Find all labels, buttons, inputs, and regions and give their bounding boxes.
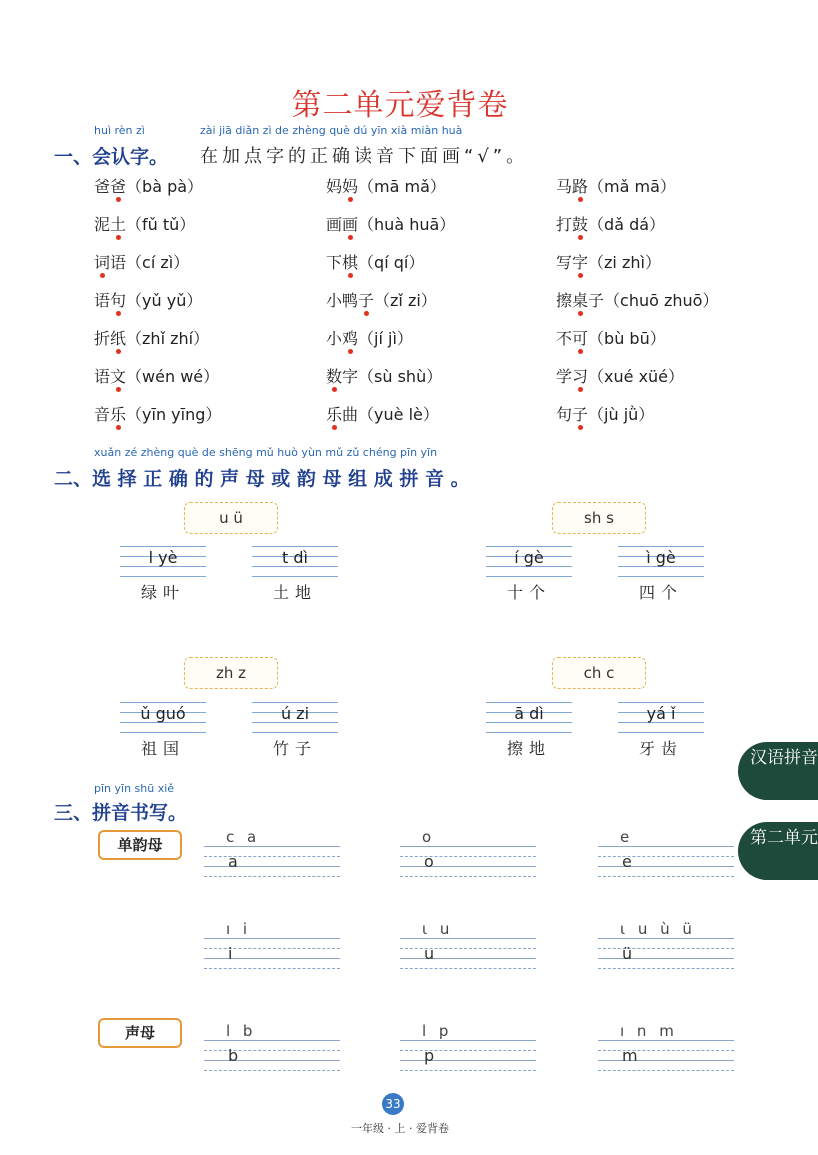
ruled-line <box>400 846 536 847</box>
dotted-character: 数 <box>326 367 343 386</box>
ruled-line <box>598 948 734 949</box>
pinyin-answer-cell[interactable] <box>618 702 704 732</box>
writing-line <box>618 702 704 703</box>
dotted-character: 可 <box>572 329 589 348</box>
ruled-line <box>204 948 340 949</box>
letter-model: a <box>228 852 238 871</box>
reading-question[interactable] <box>556 250 661 273</box>
reading-question[interactable] <box>556 288 718 311</box>
side-tab-pinyin[interactable]: 汉语拼音 <box>738 742 818 800</box>
character: 语 <box>110 253 127 272</box>
pinyin-writing-line[interactable] <box>400 1022 536 1080</box>
stroke-order-hint: e <box>620 828 634 846</box>
pinyin-writing-line[interactable] <box>204 828 340 886</box>
pinyin-writing-line[interactable] <box>598 828 734 886</box>
character: 语 <box>94 367 111 386</box>
reading-question[interactable] <box>94 326 209 349</box>
pinyin-partial: l yè <box>148 548 178 567</box>
stroke-order-hint: ı i <box>226 920 252 938</box>
pinyin-answer-cell[interactable] <box>252 546 338 576</box>
side-tab-unit2[interactable]: 第二单元 <box>738 822 818 880</box>
reading-question[interactable] <box>326 250 424 273</box>
character: 下 <box>326 253 343 272</box>
letter-model: p <box>424 1046 435 1065</box>
pinyin-answer-cell[interactable] <box>252 702 338 732</box>
stroke-order-hint: ι u <box>422 920 454 938</box>
hanzi-word: 土地 <box>272 583 317 602</box>
character: 句 <box>556 405 573 424</box>
pinyin-options: （mǎ mā） <box>588 177 676 196</box>
ruled-line <box>204 876 340 877</box>
ruled-line <box>400 948 536 949</box>
pinyin-answer-cell[interactable] <box>120 702 206 732</box>
pinyin-partial: ú zi <box>280 704 310 723</box>
pinyin-options: （jí jì） <box>358 329 413 348</box>
reading-question[interactable] <box>556 402 654 425</box>
ruled-line <box>598 958 734 959</box>
section1-pinyin-a: huì rèn zì <box>94 124 145 137</box>
pinyin-options: （sù shù） <box>358 367 443 386</box>
ruled-line <box>598 876 734 877</box>
ruled-line <box>400 1050 536 1051</box>
section3-pinyin: pīn yīn shū xiě <box>94 782 175 795</box>
ruled-line <box>598 1050 734 1051</box>
section1-pinyin-b: zài jiā diǎn zì de zhèng què dú yīn xià miàn huà <box>200 124 463 137</box>
writing-line <box>618 576 704 577</box>
section1-heading: 一、会认字。 <box>54 146 169 168</box>
writing-line <box>252 732 338 733</box>
hanzi-word: 擦地 <box>506 739 551 758</box>
tag-single-vowels: 单韵母 <box>98 830 182 860</box>
character: 马 <box>556 177 573 196</box>
reading-question[interactable] <box>94 250 189 273</box>
pinyin-options: （qí qí） <box>358 253 425 272</box>
ruled-line <box>204 866 340 867</box>
stroke-order-hint: ι u ù ü <box>620 920 696 938</box>
reading-question[interactable] <box>326 364 442 387</box>
dotted-character: 词 <box>94 253 111 272</box>
pinyin-options: （zi zhì） <box>588 253 661 272</box>
pinyin-writing-line[interactable] <box>204 1022 340 1080</box>
pinyin-options: （xué xüé） <box>588 367 685 386</box>
writing-line <box>252 702 338 703</box>
ruled-line <box>598 968 734 969</box>
pinyin-options: （yuè lè） <box>358 405 439 424</box>
pinyin-options: （yǔ yǔ） <box>126 291 203 310</box>
pinyin-options: （yīn yīng） <box>126 405 222 424</box>
pinyin-answer-cell[interactable] <box>486 546 572 576</box>
ruled-line <box>204 856 340 857</box>
pinyin-options: （fǔ tǔ） <box>126 215 196 234</box>
letter-choice-box: u ü <box>184 502 278 534</box>
reading-question[interactable] <box>556 212 665 235</box>
dotted-character: 纸 <box>110 329 127 348</box>
dotted-character: 鼓 <box>572 215 589 234</box>
character: 泥 <box>94 215 111 234</box>
pinyin-writing-line[interactable] <box>598 920 734 978</box>
character: 擦 <box>556 291 573 310</box>
ruled-line <box>598 846 734 847</box>
dotted-character: 画 <box>342 215 359 234</box>
writing-line <box>120 546 206 547</box>
character: 语 <box>94 291 111 310</box>
pinyin-options: （chuō zhuō） <box>604 291 719 310</box>
pinyin-partial: yá ǐ <box>646 704 676 723</box>
writing-line <box>618 732 704 733</box>
ruled-line <box>204 1060 340 1061</box>
writing-line <box>486 732 572 733</box>
ruled-line <box>598 866 734 867</box>
hanzi-word: 牙齿 <box>638 739 683 758</box>
reading-question[interactable] <box>556 326 666 349</box>
ruled-line <box>400 856 536 857</box>
reading-question[interactable] <box>556 364 684 387</box>
letter-model: ü <box>622 944 633 963</box>
dotted-character: 子 <box>358 291 375 310</box>
character: 曲 <box>342 405 359 424</box>
pinyin-options: （dǎ dá） <box>588 215 666 234</box>
letter-model: m <box>622 1046 638 1065</box>
pinyin-partial: ì gè <box>646 548 676 567</box>
writing-line <box>486 702 572 703</box>
character: 写 <box>556 253 573 272</box>
section2-heading: 二、选 择 正 确 的 声 母 或 韵 母 组 成 拼 音 。 <box>54 468 470 490</box>
dotted-character: 子 <box>572 405 589 424</box>
reading-question[interactable] <box>94 288 202 311</box>
section2-pinyin: xuǎn zé zhèng què de shēng mǔ huò yùn mǔ zǔ chéng pīn yīn <box>94 446 438 459</box>
dotted-character: 棋 <box>342 253 359 272</box>
ruled-line <box>400 866 536 867</box>
dotted-character: 鸡 <box>342 329 359 348</box>
ruled-line <box>204 968 340 969</box>
dotted-character: 习 <box>572 367 589 386</box>
page-number-badge: 33 <box>382 1093 404 1115</box>
stroke-order-hint: o <box>422 828 436 846</box>
character: 爸 <box>94 177 111 196</box>
pinyin-partial: ā dì <box>514 704 544 723</box>
character: 折 <box>94 329 111 348</box>
ruled-line <box>400 1060 536 1061</box>
writing-line <box>120 702 206 703</box>
pinyin-writing-line[interactable] <box>400 920 536 978</box>
dotted-character: 桌 <box>572 291 589 310</box>
pinyin-answer-cell[interactable] <box>618 546 704 576</box>
writing-line <box>120 732 206 733</box>
ruled-line <box>204 938 340 939</box>
pinyin-options: （wén wé） <box>126 367 220 386</box>
character: 子 <box>588 291 605 310</box>
ruled-line <box>400 876 536 877</box>
writing-line <box>486 546 572 547</box>
reading-question[interactable] <box>326 174 446 197</box>
ruled-line <box>400 938 536 939</box>
letter-choice-box: zh z <box>184 657 278 689</box>
letter-choice-box: sh s <box>552 502 646 534</box>
letter-model: i <box>228 944 233 963</box>
stroke-order-hint: l b <box>226 1022 257 1040</box>
reading-question[interactable] <box>94 174 203 197</box>
dotted-character: 爸 <box>110 177 127 196</box>
character: 小鸭 <box>326 291 359 310</box>
pinyin-options: （bù bū） <box>588 329 666 348</box>
pinyin-options: （bà pà） <box>126 177 204 196</box>
letter-model: o <box>424 852 434 871</box>
pinyin-options: （mā mǎ） <box>358 177 446 196</box>
letter-choice-box: ch c <box>552 657 646 689</box>
section3-heading: 三、拼音书写。 <box>54 802 188 824</box>
writing-line <box>618 546 704 547</box>
reading-question[interactable] <box>94 212 195 235</box>
reading-question[interactable] <box>94 364 219 387</box>
dotted-character: 乐 <box>110 405 127 424</box>
ruled-line <box>400 1070 536 1071</box>
reading-question[interactable] <box>556 174 676 197</box>
page-title: 第二单元爱背卷 <box>291 88 509 123</box>
pinyin-partial: t dì <box>282 548 308 567</box>
writing-line <box>486 576 572 577</box>
character: 小 <box>326 329 343 348</box>
letter-model: u <box>424 944 435 963</box>
ruled-line <box>204 1040 340 1041</box>
footer-text: 一年级 · 上 · 爱背卷 <box>351 1122 449 1135</box>
character: 打 <box>556 215 573 234</box>
reading-question[interactable] <box>326 326 413 349</box>
ruled-line <box>400 1040 536 1041</box>
character: 音 <box>94 405 111 424</box>
ruled-line <box>204 1050 340 1051</box>
character: 学 <box>556 367 573 386</box>
character: 妈 <box>326 177 343 196</box>
pinyin-options: （jù jǜ） <box>588 405 655 424</box>
ruled-line <box>598 856 734 857</box>
pinyin-partial: ǔ guó <box>140 704 186 723</box>
character: 不 <box>556 329 573 348</box>
dotted-character: 路 <box>572 177 589 196</box>
stroke-order-hint: l p <box>422 1022 453 1040</box>
reading-question[interactable] <box>326 212 455 235</box>
hanzi-word: 十个 <box>506 583 551 602</box>
ruled-line <box>204 846 340 847</box>
pinyin-partial: í gè <box>514 548 544 567</box>
character: 画 <box>326 215 343 234</box>
ruled-line <box>598 938 734 939</box>
hanzi-word: 绿叶 <box>140 583 185 602</box>
pinyin-writing-line[interactable] <box>204 920 340 978</box>
stroke-order-hint: ı n m <box>620 1022 678 1040</box>
hanzi-word: 四个 <box>638 583 683 602</box>
section1-instruction: 在加点字的正确读音下面画“√”。 <box>200 146 529 167</box>
tag-initials: 声母 <box>98 1018 182 1048</box>
ruled-line <box>400 968 536 969</box>
letter-model: b <box>228 1046 239 1065</box>
dotted-character: 文 <box>110 367 127 386</box>
pinyin-options: （zhǐ zhí） <box>126 329 210 348</box>
stroke-order-hint: c a <box>226 828 261 846</box>
writing-line <box>252 576 338 577</box>
pinyin-options: （huà huā） <box>358 215 456 234</box>
dotted-character: 乐 <box>326 405 343 424</box>
pinyin-answer-cell[interactable] <box>486 702 572 732</box>
pinyin-options: （zǐ zi） <box>374 291 437 310</box>
hanzi-word: 竹子 <box>272 739 317 758</box>
letter-model: e <box>622 852 632 871</box>
pinyin-writing-line[interactable] <box>400 828 536 886</box>
dotted-character: 句 <box>110 291 127 310</box>
dotted-character: 妈 <box>342 177 359 196</box>
pinyin-answer-cell[interactable] <box>120 546 206 576</box>
ruled-line <box>598 1060 734 1061</box>
ruled-line <box>400 958 536 959</box>
writing-line <box>120 576 206 577</box>
hanzi-word: 祖国 <box>140 739 185 758</box>
character: 字 <box>342 367 359 386</box>
reading-question[interactable] <box>94 402 221 425</box>
writing-line <box>252 546 338 547</box>
ruled-line <box>598 1070 734 1071</box>
ruled-line <box>598 1040 734 1041</box>
reading-question[interactable] <box>326 402 439 425</box>
reading-question[interactable] <box>326 288 437 311</box>
dotted-character: 字 <box>572 253 589 272</box>
ruled-line <box>204 958 340 959</box>
pinyin-options: （cí zì） <box>126 253 190 272</box>
ruled-line <box>204 1070 340 1071</box>
dotted-character: 土 <box>110 215 127 234</box>
pinyin-writing-line[interactable] <box>598 1022 734 1080</box>
